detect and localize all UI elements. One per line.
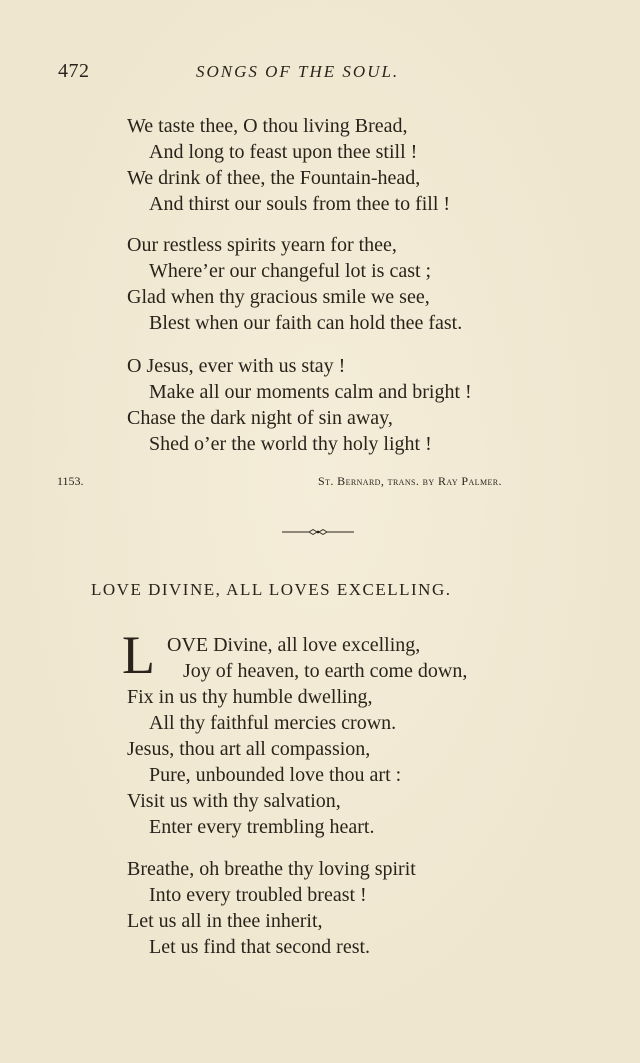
attribution: St. Bernard, trans. by Ray Palmer. [318,474,502,488]
verse-line: Visit us with thy salvation, [127,790,341,812]
verse-line: O Jesus, ever with us stay ! [127,355,346,377]
verse-line: And thirst our souls from thee to fill ! [149,193,451,215]
verse-line: Blest when our faith can hold thee fast. [149,312,463,334]
section-divider-ornament [282,526,354,538]
verse-line: Let us all in thee inherit, [127,910,323,932]
running-title: SONGS OF THE SOUL. [196,62,400,81]
verse-line: Let us find that second rest. [149,936,371,958]
verse-line: Fix in us thy humble dwelling, [127,686,373,708]
verse-line: Into every troubled breast ! [149,884,367,906]
verse-line: Chase the dark night of sin away, [127,407,393,429]
verse-line: Make all our moments calm and bright ! [149,381,472,403]
verse-line: Where’er our changeful lot is cast ; [149,260,432,282]
verse-line: Our restless spirits yearn for thee, [127,234,397,256]
verse-line: Shed o’er the world thy holy light ! [149,433,432,455]
verse-line: Pure, unbounded love thou art : [149,764,402,786]
verse-line: And long to feast upon thee still ! [149,141,418,163]
verse-line: Joy of heaven, to earth come down, [183,660,468,682]
hymn-title: LOVE DIVINE, ALL LOVES EXCELLING. [91,580,452,599]
verse-line: We taste thee, O thou living Bread, [127,115,408,137]
verse-line: Breathe, oh breathe thy loving spirit [127,858,416,880]
verse-line: We drink of thee, the Fountain-head, [127,167,421,189]
drop-cap: L [122,625,155,685]
verse-line: Jesus, thou art all compassion, [127,738,371,760]
hymn-number: 1153. [57,474,84,488]
verse-line: Enter every trembling heart. [149,816,375,838]
verse-line: All thy faithful mercies crown. [149,712,397,734]
page-number: 472 [58,60,90,82]
verse-line: Glad when thy gracious smile we see, [127,286,430,308]
verse-line: OVE Divine, all love excelling, [167,634,421,656]
